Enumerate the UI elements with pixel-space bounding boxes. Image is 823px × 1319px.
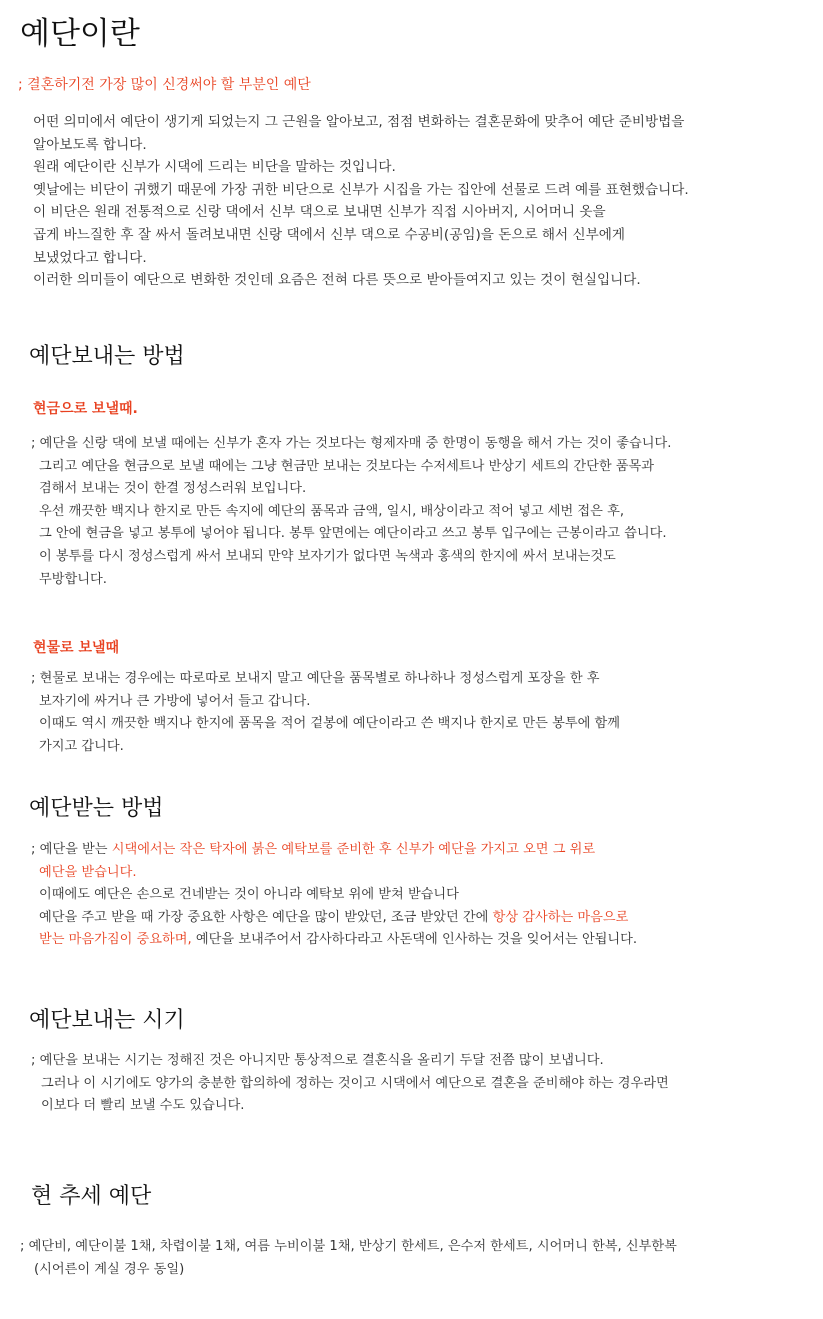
cash-line: 그리고 예단을 현금으로 보낼 때에는 그냥 현금만 보내는 것보다는 수저세트나 반상기 세트의 간단한 품목과 (39, 458, 655, 474)
goods-line: ; 현물로 보내는 경우에는 따로따로 보내지 말고 예단을 품목별로 하나하나 정성스럽게 포장을 한 후 (31, 671, 600, 686)
timing-line: 이보다 더 빨리 보낼 수도 있습니다. (41, 1098, 245, 1114)
cash-line: 겸해서 보내는 것이 한결 정성스러워 보입니다. (39, 481, 307, 497)
receive-highlight: 예단을 받습니다. (39, 864, 137, 880)
receive-paragraph (31, 839, 637, 952)
receive-line-prefix: 예단을 주고 받을 때 가장 중요한 사항은 예단을 많이 받았던, 조금 받았던 간에 (39, 909, 493, 925)
cash-paragraph (31, 433, 671, 591)
intro-line: 알아보도록 합니다. (33, 136, 147, 153)
cash-label: 현금으로 보낼때. (33, 401, 138, 417)
intro-line: 원래 예단이란 신부가 시댁에 드리는 비단을 말하는 것입니다. (33, 159, 396, 176)
receive-highlight: 항상 감사하는 마음으로 (492, 909, 629, 925)
goods-label: 현물로 보낼때 (33, 640, 120, 656)
receive-highlight: 받는 마음가짐이 중요하며, (39, 932, 192, 948)
cash-line: 그 안에 현금을 넣고 봉투에 넣어야 됩니다. 봉투 앞면에는 예단이라고 쓰고 봉투 입구에는 근봉이라고 씁니다. (39, 526, 667, 542)
page-title: 예단이란 (20, 16, 140, 52)
intro-line: 이 비단은 원래 전통적으로 신랑 댁에서 신부 댁으로 보내면 신부가 직접 시아버지, 시어머니 옷을 (33, 204, 606, 221)
goods-line: 보자기에 싸거나 큰 가방에 넣어서 들고 갑니다. (39, 693, 311, 709)
intro-line: 보냈었다고 합니다. (33, 249, 147, 266)
receive-highlight: 시댁에서는 작은 탁자에 붉은 예탁보를 준비한 후 신부가 예단을 가지고 오면 그 위로 (111, 842, 596, 857)
receive-line-prefix: ; 예단을 받는 (31, 842, 112, 857)
intro-line: 어떤 의미에서 예단이 생기게 되었는지 그 근원을 알아보고, 점점 변화하는 결혼문화에 맞추어 예단 준비방법을 (33, 114, 685, 130)
trend-line: ; 예단비, 예단이불 1채, 차렵이불 1채, 여름 누비이불 1채, 반상기 한세트, 은수저 한세트, 시어머니 한복, 신부한복 (20, 1239, 677, 1254)
section-heading-send: 예단보내는 방법 (29, 344, 185, 369)
cash-line: ; 예단을 신랑 댁에 보낼 때에는 신부가 혼자 가는 것보다는 형제자매 중 한명이 동행을 해서 가는 것이 좋습니다. (31, 436, 672, 451)
cash-line: 무방합니다. (39, 571, 107, 587)
page-subtitle: ; 결혼하기전 가장 많이 신경써야 할 부분인 예단 (18, 77, 311, 93)
goods-line: 가지고 갑니다. (39, 738, 124, 754)
receive-line (31, 839, 637, 862)
section-heading-timing: 예단보내는 시기 (29, 1008, 185, 1033)
trend-line: (시어른이 계실 경우 동일) (34, 1261, 185, 1277)
receive-line (31, 907, 637, 930)
section-heading-receive: 예단받는 방법 (29, 796, 164, 821)
trend-paragraph (20, 1236, 677, 1281)
cash-line: 우선 깨끗한 백지나 한지로 만든 속지에 예단의 품목과 금액, 일시, 배상이라고 적어 넣고 세번 접은 후, (39, 503, 625, 519)
receive-line (31, 929, 637, 952)
intro-paragraph (33, 111, 689, 292)
timing-line: 그러나 이 시기에도 양가의 충분한 합의하에 정하는 것이고 시댁에서 예단으로 결혼을 준비해야 하는 경우라면 (41, 1075, 669, 1091)
intro-line: 옛날에는 비단이 귀했기 때문에 가장 귀한 비단으로 신부가 시집을 가는 집안에 선물로 드려 예를 표현했습니다. (33, 181, 689, 198)
timing-paragraph (31, 1050, 669, 1118)
timing-line: ; 예단을 보내는 시기는 정해진 것은 아니지만 통상적으로 결혼식을 올리기 두달 전쯤 많이 보냅니다. (31, 1053, 604, 1068)
goods-paragraph (31, 668, 620, 758)
section-heading-trend: 현 추세 예단 (31, 1184, 152, 1209)
cash-line: 이 봉투를 다시 정성스럽게 싸서 보내되 만약 보자기가 없다면 녹색과 홍색의 한지에 싸서 보내는것도 (39, 548, 616, 564)
receive-line: 이때에도 예단은 손으로 건네받는 것이 아니라 예탁보 위에 받쳐 받습니다 (39, 887, 459, 903)
intro-line: 이러한 의미들이 예단으로 변화한 것인데 요즘은 전혀 다른 뜻으로 받아들여지고 있는 것이 현실입니다. (33, 272, 641, 289)
intro-line: 곱게 바느질한 후 잘 싸서 돌려보내면 신랑 댁에서 신부 댁으로 수공비(공임)을 돈으로 해서 신부에게 (33, 226, 626, 243)
goods-line: 이때도 역시 깨끗한 백지나 한지에 품목을 적어 겉봉에 예단이라고 쓴 백지나 한지로 만든 봉투에 함께 (39, 716, 620, 732)
receive-line-suffix: 예단을 보내주어서 감사하다라고 사돈댁에 인사하는 것을 잊어서는 안됩니다. (191, 932, 638, 948)
